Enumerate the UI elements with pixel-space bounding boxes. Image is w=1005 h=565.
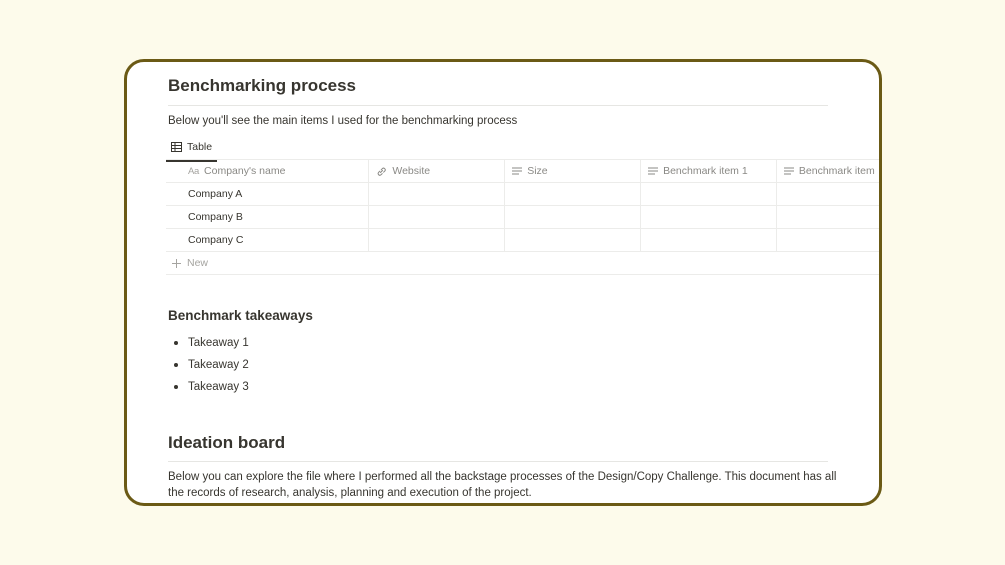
column-header-benchmark-item-1[interactable]: Benchmark item 1 xyxy=(641,160,777,182)
column-header-website[interactable]: Website xyxy=(369,160,505,182)
column-header-size[interactable]: Size xyxy=(505,160,641,182)
tab-table-label: Table xyxy=(187,141,213,153)
benchmarking-description: Below you'll see the main items I used for the benchmarking process xyxy=(168,115,518,127)
company-name-cell[interactable]: Company B xyxy=(166,206,369,228)
benchmark-item-1-cell[interactable] xyxy=(641,229,777,251)
bullet-icon xyxy=(174,341,178,345)
list-item: Takeaway 1 xyxy=(174,332,249,354)
new-row-label: New xyxy=(187,257,209,269)
column-header-benchmark-item-2[interactable]: Benchmark item xyxy=(777,160,882,182)
new-row-button[interactable] xyxy=(166,252,882,275)
text-property-icon: Aa xyxy=(188,165,200,177)
company-name-cell[interactable]: Company C xyxy=(166,229,369,251)
lines-icon xyxy=(784,167,794,176)
company-name-cell[interactable]: Company A xyxy=(166,183,369,205)
notion-page-frame xyxy=(124,59,882,506)
link-icon xyxy=(376,166,387,177)
table-row[interactable] xyxy=(166,183,882,206)
size-cell[interactable] xyxy=(505,229,641,251)
website-cell[interactable] xyxy=(369,183,505,205)
benchmark-table xyxy=(166,159,882,275)
list-item: Takeaway 2 xyxy=(174,354,249,376)
benchmark-item-2-cell[interactable] xyxy=(777,206,882,228)
benchmark-item-1-cell[interactable] xyxy=(641,206,777,228)
lines-icon xyxy=(648,167,658,176)
ideation-description: Below you can explore the file where I performed all the backstage processes of the Design/Copy Challenge. This document has all the records of research, analysis, planning and execution of the project. xyxy=(168,471,837,499)
table-row[interactable] xyxy=(166,229,882,252)
benchmark-item-2-cell[interactable] xyxy=(777,229,882,251)
size-cell[interactable] xyxy=(505,183,641,205)
plus-icon xyxy=(172,259,181,268)
bullet-icon xyxy=(174,363,178,367)
table-icon xyxy=(171,142,182,152)
benchmark-item-1-cell[interactable] xyxy=(641,183,777,205)
table-row[interactable] xyxy=(166,206,882,229)
website-cell[interactable] xyxy=(369,206,505,228)
bullet-icon xyxy=(174,385,178,389)
benchmarking-heading: Benchmarking process xyxy=(168,76,357,95)
table-header-row xyxy=(166,159,882,183)
website-cell[interactable] xyxy=(369,229,505,251)
benchmark-item-2-cell[interactable] xyxy=(777,183,882,205)
lines-icon xyxy=(512,167,522,176)
ideation-heading: Ideation board xyxy=(168,433,286,452)
list-item: Takeaway 3 xyxy=(174,376,249,398)
size-cell[interactable] xyxy=(505,206,641,228)
takeaways-heading: Benchmark takeaways xyxy=(168,308,313,323)
column-header-company-name[interactable]: Aa Company's name xyxy=(166,160,369,182)
heading-divider xyxy=(168,105,828,106)
takeaways-list xyxy=(174,332,249,398)
ideation-divider xyxy=(168,461,828,462)
